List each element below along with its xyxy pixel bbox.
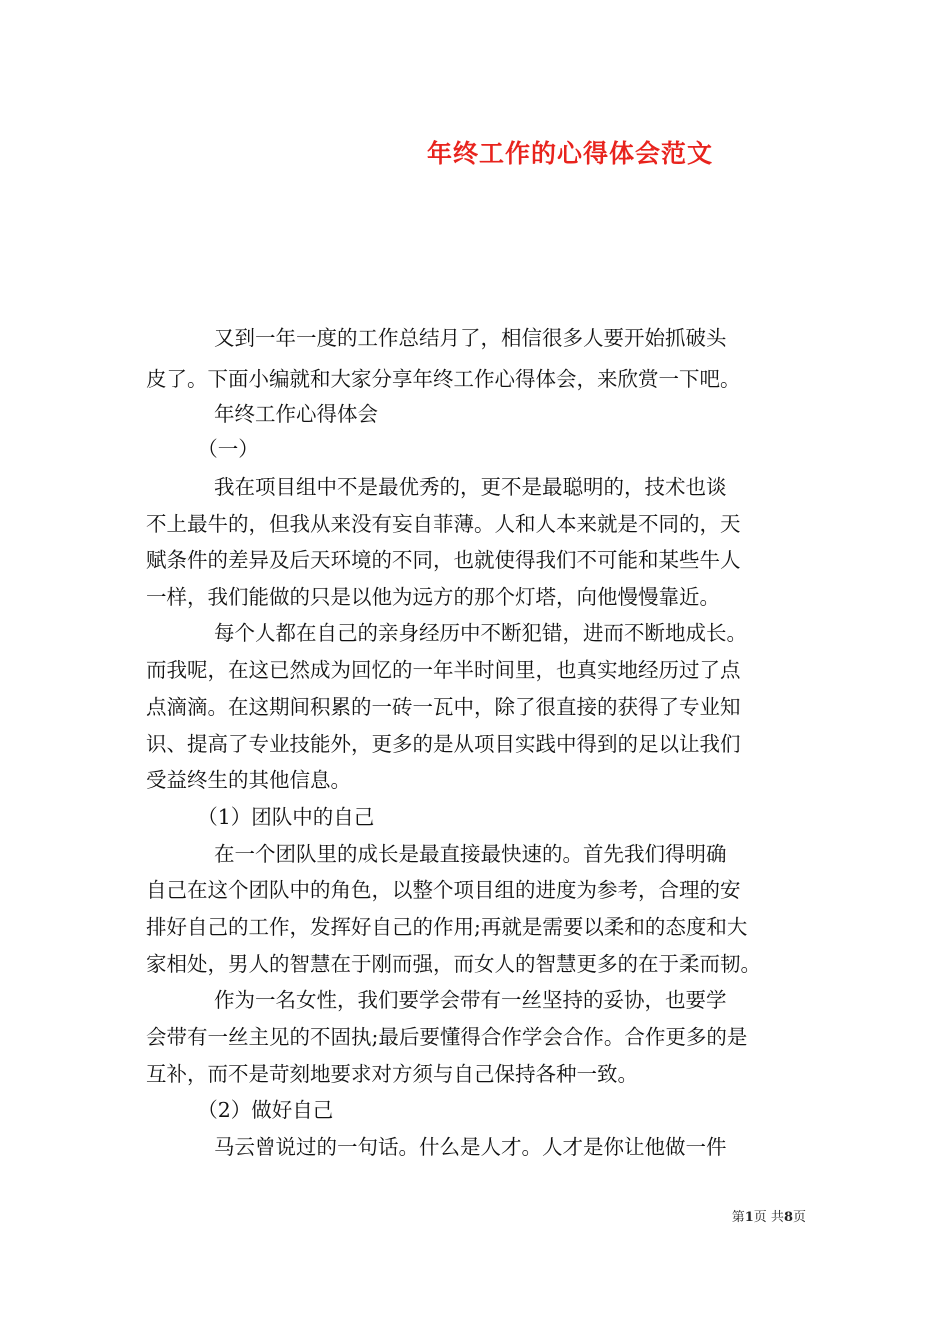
body-line: 会带有一丝主见的不固执;最后要懂得合作学会合作。合作更多的是 <box>146 1025 748 1049</box>
body-line: 一样，我们能做的只是以他为远方的那个灯塔，向他慢慢靠近。 <box>146 585 720 609</box>
body-line: 在一个团队里的成长是最直接最快速的。首先我们得明确 <box>146 842 727 866</box>
section-number: （一） <box>146 437 259 461</box>
page-footer <box>0 1206 806 1225</box>
body-line: 受益终生的其他信息。 <box>146 768 351 792</box>
body-line: 家相处，男人的智慧在于刚而强，而女人的智慧更多的在于柔而韧。 <box>146 952 761 976</box>
body-line: 每个人都在自己的亲身经历中不断犯错，进而不断地成长。 <box>146 621 748 645</box>
subsection-heading: （1）团队中的自己 <box>146 805 375 829</box>
document-title: 年终工作的心得体会范文 <box>426 139 713 168</box>
footer-middle: 页 共 <box>753 1210 784 1225</box>
body-line: 而我呢，在这已然成为回忆的一年半时间里，也真实地经历过了点 <box>146 658 741 682</box>
body-line: 作为一名女性，我们要学会带有一丝坚持的妥协，也要学 <box>146 988 727 1012</box>
body-line: 点滴滴。在这期间积累的一砖一瓦中，除了很直接的获得了专业知 <box>146 695 741 719</box>
body-line: 马云曾说过的一句话。什么是人才。人才是你让他做一件 <box>146 1135 727 1159</box>
subsection-heading: （2）做好自己 <box>146 1098 334 1122</box>
body-line: 自己在这个团队中的角色，以整个项目组的进度为参考，合理的安 <box>146 878 741 902</box>
body-line: 识、提高了专业技能外，更多的是从项目实践中得到的足以让我们 <box>146 732 741 756</box>
section-heading: 年终工作心得体会 <box>146 402 379 426</box>
body-line: 皮了。下面小编就和大家分享年终工作心得体会，来欣赏一下吧。 <box>146 367 741 391</box>
footer-prefix: 第 <box>731 1210 745 1225</box>
body-line: 又到一年一度的工作总结月了，相信很多人要开始抓破头 <box>146 326 727 350</box>
current-page-number: 1 <box>744 1210 754 1225</box>
footer-suffix: 页 <box>792 1210 806 1225</box>
body-line: 我在项目组中不是最优秀的，更不是最聪明的，技术也谈 <box>146 475 727 499</box>
total-pages-number: 8 <box>783 1210 793 1225</box>
body-line: 互补，而不是苛刻地要求对方须与自己保持各种一致。 <box>146 1062 638 1086</box>
body-line: 赋条件的差异及后天环境的不同，也就使得我们不可能和某些牛人 <box>146 548 741 572</box>
body-line: 不上最牛的，但我从来没有妄自菲薄。人和人本来就是不同的，天 <box>146 512 741 536</box>
body-line: 排好自己的工作，发挥好自己的作用;再就是需要以柔和的态度和大 <box>146 915 748 939</box>
